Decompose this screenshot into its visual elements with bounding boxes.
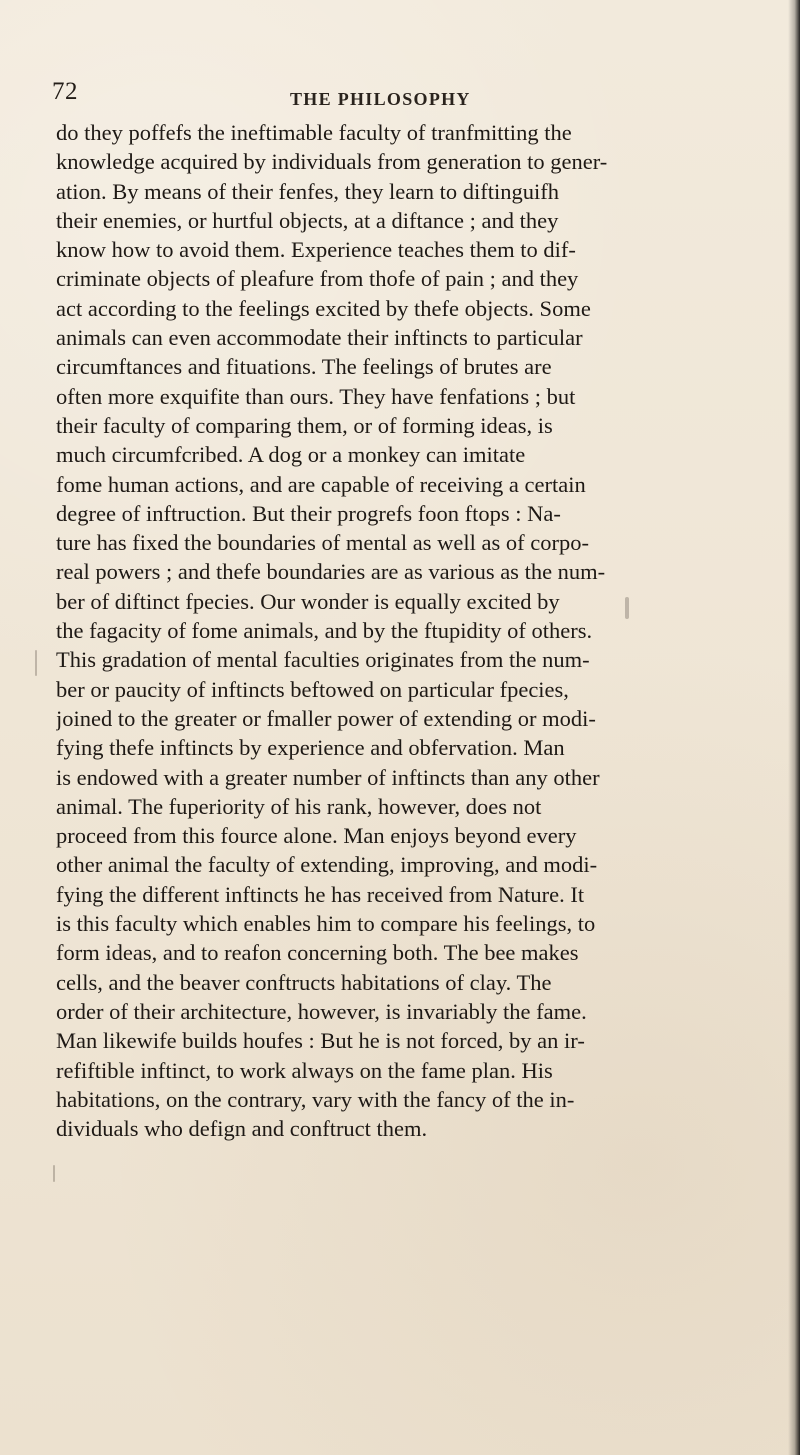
text-line: This gradation of mental faculties originates from the num-	[56, 647, 590, 673]
text-line: ation. By means of their fenfes, they learn to diftinguifh	[56, 178, 559, 204]
text-line: circumftances and fituations. The feelings of brutes are	[56, 354, 552, 380]
page-header	[52, 78, 757, 118]
text-line: knowledge acquired by individuals from generation to gener-	[56, 149, 608, 175]
text-line: much circumfcribed. A dog or a monkey can imitate	[56, 442, 526, 468]
text-line: know how to avoid them. Experience teaches them to dif-	[56, 237, 576, 263]
text-line: often more exquifite than ours. They have fenfations ; but	[56, 383, 576, 409]
body-text	[56, 118, 758, 1143]
paper-mark	[35, 650, 37, 676]
text-line: other animal the faculty of extending, improving, and modi-	[56, 852, 598, 878]
text-line: refiftible inftinct, to work always on the fame plan. His	[56, 1057, 553, 1083]
text-line: real powers ; and thefe boundaries are as various as the num-	[56, 559, 606, 585]
text-line: criminate objects of pleafure from thofe of pain ; and they	[56, 266, 579, 292]
text-line: cells, and the beaver conftructs habitations of clay. The	[56, 969, 552, 995]
text-line: ber of diftinct fpecies. Our wonder is equally excited by	[56, 588, 560, 614]
text-line: order of their architecture, however, is invariably the fame.	[56, 998, 587, 1024]
running-head: THE PHILOSOPHY	[290, 89, 471, 109]
text-line: ber or paucity of inftincts beftowed on particular fpecies,	[56, 676, 569, 702]
text-line: ture has fixed the boundaries of mental as well as of corpo-	[56, 530, 589, 556]
text-line: do they poffefs the ineftimable faculty of tranfmitting the	[56, 120, 572, 145]
text-line: fying the different inftincts he has received from Nature. It	[56, 881, 585, 907]
text-line: proceed from this fource alone. Man enjoys beyond every	[56, 823, 577, 849]
text-line: degree of inftruction. But their progrefs foon ftops : Na-	[56, 500, 561, 526]
page-number: 72	[52, 78, 78, 105]
text-line: their enemies, or hurtful objects, at a diftance ; and they	[56, 207, 559, 233]
paper-mark	[53, 1165, 55, 1182]
text-line: dividuals who defign and conftruct them.	[56, 1116, 428, 1142]
text-line: form ideas, and to reafon concerning both. The bee makes	[56, 940, 579, 966]
text-line: animal. The fuperiority of his rank, however, does not	[56, 793, 542, 819]
text-line: Man likewife builds houfes : But he is not forced, by an ir-	[56, 1028, 585, 1054]
text-line: fome human actions, and are capable of receiving a certain	[56, 471, 586, 497]
text-line: is endowed with a greater number of inftincts than any other	[56, 764, 600, 790]
text-line: their faculty of comparing them, or of forming ideas, is	[56, 412, 553, 438]
text-line: habitations, on the contrary, vary with the fancy of the in-	[56, 1086, 575, 1112]
text-line: fying thefe inftincts by experience and obfervation. Man	[56, 735, 565, 761]
text-line: the fagacity of fome animals, and by the ftupidity of others.	[56, 618, 593, 644]
text-line: joined to the greater or fmaller power of extending or modi-	[56, 705, 596, 731]
page-edge-shadow	[788, 0, 800, 1455]
text-line: animals can even accommodate their inftincts to particular	[56, 325, 583, 351]
text-line: is this faculty which enables him to compare his feelings, to	[56, 911, 596, 937]
text-line: act according to the feelings excited by thefe objects. Some	[56, 295, 591, 321]
